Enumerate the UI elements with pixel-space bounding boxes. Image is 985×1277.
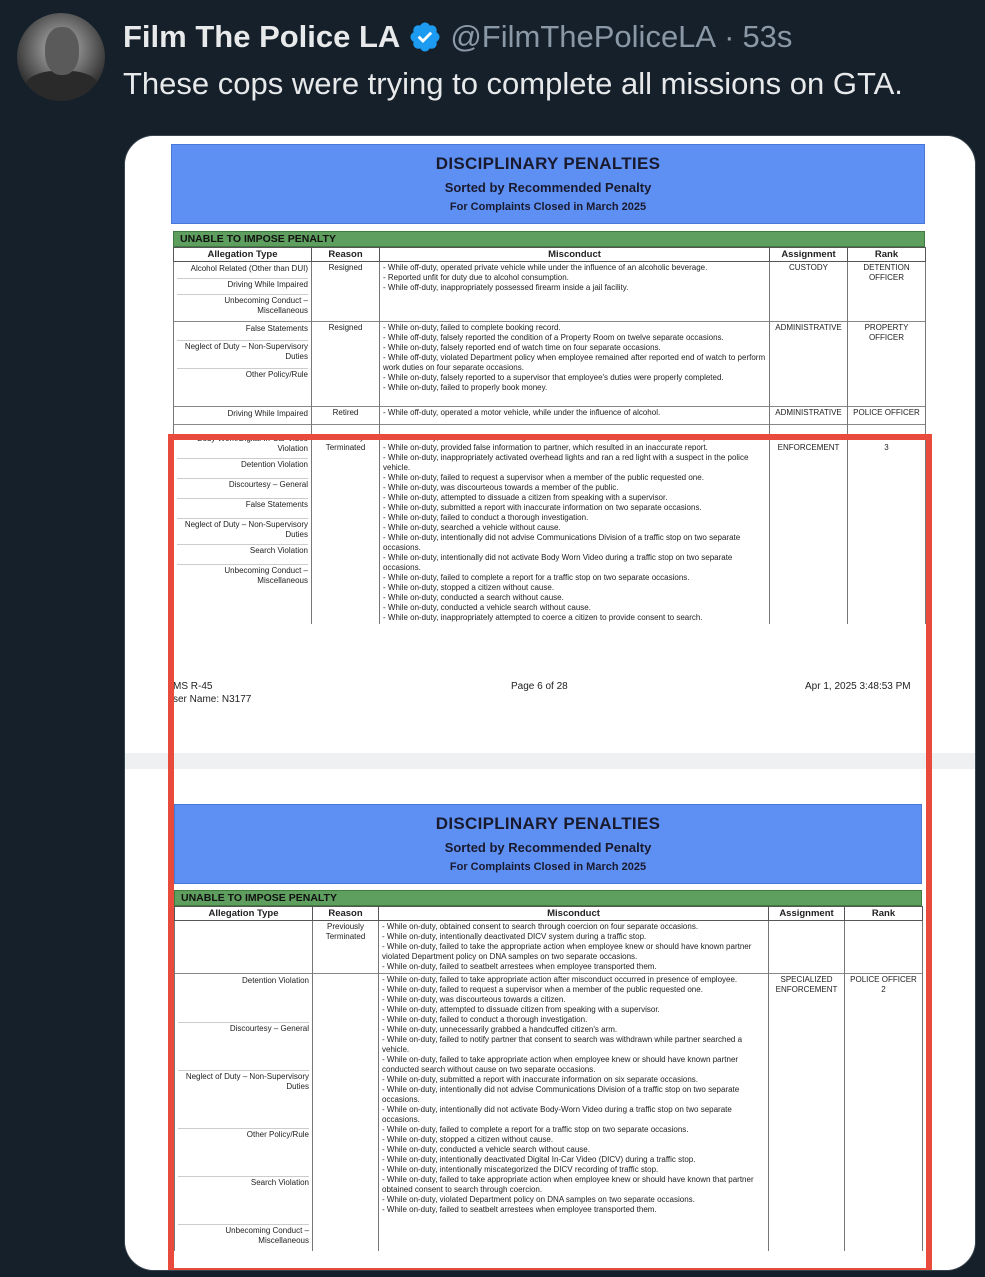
allegation-cell [175,921,313,974]
rank-cell [845,921,923,974]
misconduct-cell [380,262,770,322]
table-row [175,974,923,1252]
misconduct-item: - While on-duty, attempted to dissuade a citizen from speaking with a supervisor. [383,493,668,502]
misconduct-cell [379,974,769,1252]
verified-badge-icon [408,20,442,54]
allegation-cell [174,425,312,625]
misconduct-item: - While on-duty, failed to request a supervisor when a member of the public requested one. [382,985,703,994]
misconduct-item: - While on-duty, attempted to dissuade citizen from speaking with a supervisor. [382,1005,660,1014]
misconduct-item: - While on-duty, failed to take appropriate action after misconduct occurred in presence of employee. [382,975,738,984]
avatar[interactable] [17,13,105,101]
misconduct-item: - While on-duty, intentionally deactivated DICV system during a traffic stop. [382,932,647,941]
misconduct-item: - While on-duty, was discourteous towards a citizen. [382,995,566,1004]
allegation-item: Unbecoming Conduct – Miscellaneous [224,296,308,315]
allegation-item: Neglect of Duty – Non-Supervisory Duties [178,1071,309,1129]
misconduct-item: - While on-duty, inappropriately attempted to coerce a citizen to provide consent to search. [383,613,703,622]
misconduct-cell [379,921,769,974]
misconduct-item: - While on-duty, intentionally did not activate Body-Worn Video during a traffic stop on two separate occasions. [382,1105,732,1124]
allegation-item: Discourtesy – General [177,479,308,499]
assignment-cell: ADMINISTRATIVE [770,407,848,425]
misconduct-item: - While on-duty, searched a vehicle without cause. [383,523,561,532]
misconduct-item: - While on-duty, failed to notify partner that consent to search was withdrawn while partner searched a vehicle. [382,1035,743,1054]
misconduct-item: - While on-duty, failed to conduct a thorough investigation. [383,513,589,522]
col-header-allegation: Allegation Type [175,907,313,921]
page2-title: DISCIPLINARY PENALTIES [435,814,661,833]
allegation-item: Neglect of Duty – Non-Supervisory Duties [177,519,308,545]
allegation-item: Driving While Impaired [177,279,308,295]
allegation-cell [174,407,312,425]
tweet-header [123,17,792,57]
misconduct-item: - While on-duty, inappropriately activated overhead lights and ran a red light with a suspect in the police vehicle. [383,453,749,472]
misconduct-item: - While on-duty, submitted a report with inaccurate information on six separate occasions. [382,1075,698,1084]
allegation-item: False Statements [177,323,308,341]
misconduct-item: - While off-duty, operated private vehicle while under the influence of an alcoholic beverage. [383,263,708,272]
col-header-rank: Rank [848,248,926,262]
page1-title: DISCIPLINARY PENALTIES [435,154,661,173]
allegation-item: Driving While Impaired [227,409,308,418]
tweet-image[interactable] [124,135,976,1271]
col-header-rank: Rank [845,907,923,921]
page2-subtitle2: For Complaints Closed in March 2025 [449,861,647,873]
allegation-item: Unbecoming Conduct – Miscellaneous [225,1226,309,1245]
misconduct-item: - While on-duty, conducted a vehicle search without cause. [383,603,591,612]
col-header-misconduct: Misconduct [380,248,770,262]
rank-cell: POLICE OFFICER 2 [845,974,923,1252]
col-header-reason: Reason [313,907,379,921]
misconduct-item: - While on-duty, failed to complete a report for a traffic stop on two separate occasions. [383,573,690,582]
allegation-cell [174,322,312,407]
separator-dot: · [724,19,735,54]
allegation-cell [174,262,312,322]
page1-subtitle2: For Complaints Closed in March 2025 [449,201,647,213]
misconduct-item: - While on-duty, falsely reported end of watch time on four separate occasions. [383,343,661,352]
misconduct-item: - While on-duty, intentionally did not activate Body Worn Video during a traffic stop on two separate occasions. [383,553,733,572]
misconduct-cell [380,322,770,407]
col-header-allegation: Allegation Type [174,248,312,262]
page2-header [174,804,922,884]
page2-section-bar: UNABLE TO IMPOSE PENALTY [174,890,922,906]
table-row [174,425,926,625]
col-header-reason: Reason [312,248,380,262]
misconduct-item: - While on-duty, intentionally miscategorized the DICV recording of traffic stop. [382,1165,659,1174]
misconduct-item: - While on-duty, failed to request a supervisor when a member of the public requested one. [383,473,704,482]
allegation-item: Unbecoming Conduct – Miscellaneous [224,566,308,585]
document-page-1 [125,136,976,753]
misconduct-item: - While on-duty, conducted a vehicle search without cause. [382,1145,590,1154]
allegation-item: Detention Violation [178,975,309,1023]
misconduct-item: - While on-duty, failed to take the appropriate action when employee knew or should have known partner violated Department policy on DNA samples on two separate occasions. [382,942,752,961]
misconduct-item: - While on-duty, obtained consent to search through coercion on four separate occasions. [382,922,699,931]
reason-cell: Resigned [312,262,380,322]
misconduct-item: - While off-duty, violated Department policy when employee remained after reported end of watch to perform work duties on four separate occasions. [383,353,766,372]
display-name[interactable]: Film The Police LA [123,19,401,54]
misconduct-item: - While on-duty, failed to take appropriate action when employee knew or should have known that partner obtained consent to search through coercion. [382,1175,754,1194]
reason-cell: Previously Terminated [313,921,379,974]
assignment-cell: ADMINISTRATIVE [770,322,848,407]
misconduct-item: - While on-duty, provided false information to partner, which resulted in an inaccurate report. [383,443,708,452]
misconduct-item: - While on-duty, failed to properly book money. [383,383,548,392]
footer-form-id: MS R-45 [173,681,213,692]
rank-cell: POLICE OFFICER [848,407,926,425]
misconduct-cell [380,425,770,625]
rank-cell: PROPERTY OFFICER [848,322,926,407]
table-row [174,322,926,407]
assignment-cell: SPECIALIZED ENFORCEMENT [770,425,848,625]
rank-cell: DETENTION OFFICER [848,262,926,322]
misconduct-item: - While on-duty, unnecessarily grabbed a handcuffed citizen's arm. [382,1025,618,1034]
misconduct-item: - While on-duty, intentionally did not advise Communications Division of a traffic stop on two separate occasions. [382,1085,740,1104]
misconduct-item: - While on-duty, failed to take appropriate action when employee knew or should have known partner conducted search without cause on two separate occasions. [382,1055,739,1074]
page1-subtitle: Sorted by Recommended Penalty [444,180,652,195]
misconduct-cell [380,407,770,425]
allegation-item: Neglect of Duty – Non-Supervisory Duties [177,341,308,369]
footer-user-name: ser Name: N3177 [173,694,252,705]
misconduct-item: - While on-duty, conducted a search without cause. [383,593,564,602]
misconduct-item: - While on-duty, failed to complete a report for a traffic stop on two separate occasions. [382,1125,689,1134]
assignment-cell: CUSTODY [770,262,848,322]
avatar-face [45,27,79,75]
misconduct-item: - While on-duty, intentionally deactivated Digital In-Car Video (DICV) during a traffic stop. [382,1155,696,1164]
page2-subtitle: Sorted by Recommended Penalty [444,840,652,855]
document-page-2 [125,769,976,1271]
allegation-item: Other Policy/Rule [178,1129,309,1177]
reason-cell: Previously Terminated [312,425,380,625]
page1-table [173,247,926,624]
misconduct-item: - While on-duty, failed to activate the Digital In-Car Video (DICV) system during a traffic stop. [383,433,710,442]
allegation-item: Other Policy/Rule [245,370,308,379]
footer-timestamp: Apr 1, 2025 3:48:53 PM [805,681,911,692]
col-header-assignment: Assignment [770,248,848,262]
misconduct-item: - While off-duty, inappropriately possessed firearm inside a jail facility. [383,283,629,292]
table-row [175,921,923,974]
misconduct-item: - While on-duty, violated Department policy on DNA samples on two separate occasions. [382,1195,695,1204]
misconduct-item: - While on-duty, falsely reported to a supervisor that employee's duties were properly completed. [383,373,724,382]
misconduct-item: - While on-duty, failed to complete booking record. [383,323,561,332]
reason-cell: Retired [312,407,380,425]
reason-cell [313,974,379,1252]
timestamp[interactable]: 53s [742,19,793,54]
assignment-cell [769,921,845,974]
allegation-item: Search Violation [178,1177,309,1225]
misconduct-item: - While on-duty, submitted a report with inaccurate information on two separate occasions. [383,503,702,512]
misconduct-item: - While on-duty, failed to seatbelt arrestees when employee transported them. [382,962,657,971]
misconduct-item: - While off-duty, operated a motor vehicle, while under the influence of alcohol. [383,408,661,417]
allegation-item: Discourtesy – General [178,1023,309,1071]
rank-cell: POLICE OFFICER 3 [848,425,926,625]
allegation-item: False Statements [177,499,308,519]
page1-section-bar: UNABLE TO IMPOSE PENALTY [173,231,925,247]
assignment-cell: SPECIALIZED ENFORCEMENT [769,974,845,1252]
misconduct-item: - While on-duty, stopped a citizen without cause. [382,1135,554,1144]
misconduct-item: - While on-duty, was discourteous towards a member of the public. [383,483,619,492]
misconduct-item: - While on-duty, failed to conduct a thorough investigation. [382,1015,588,1024]
allegation-item: Alcohol Related (Other than DUI) [177,263,308,279]
allegation-cell [175,974,313,1252]
misconduct-item: - While on-duty, failed to seatbelt arrestees when employee transported them. [382,1205,657,1214]
page2-table [174,906,923,1251]
table-row [174,262,926,322]
allegation-item: Search Violation [177,545,308,565]
table-row [174,407,926,425]
page1-header [171,144,925,224]
user-handle[interactable]: @FilmThePoliceLA [450,19,717,54]
misconduct-item: - While on-duty, intentionally did not advise Communications Division of a traffic stop on two separate occasions. [383,533,741,552]
misconduct-item: - While off-duty, falsely reported the condition of a Property Room on twelve separate occasions. [383,333,724,342]
tweet-text: These cops were trying to complete all missions on GTA. [123,66,903,101]
allegation-item: Detention Violation [177,459,308,479]
misconduct-item: - While on-duty, stopped a citizen without cause. [383,583,555,592]
col-header-assignment: Assignment [769,907,845,921]
footer-page-number: Page 6 of 28 [511,681,568,692]
allegation-item: Body Worn/Digital In-Car Video Violation [177,433,308,459]
avatar-shoulders [25,71,99,101]
reason-cell: Resigned [312,322,380,407]
page-separator [125,753,976,769]
col-header-misconduct: Misconduct [379,907,769,921]
misconduct-item: - Reported unfit for duty due to alcohol consumption. [383,273,569,282]
